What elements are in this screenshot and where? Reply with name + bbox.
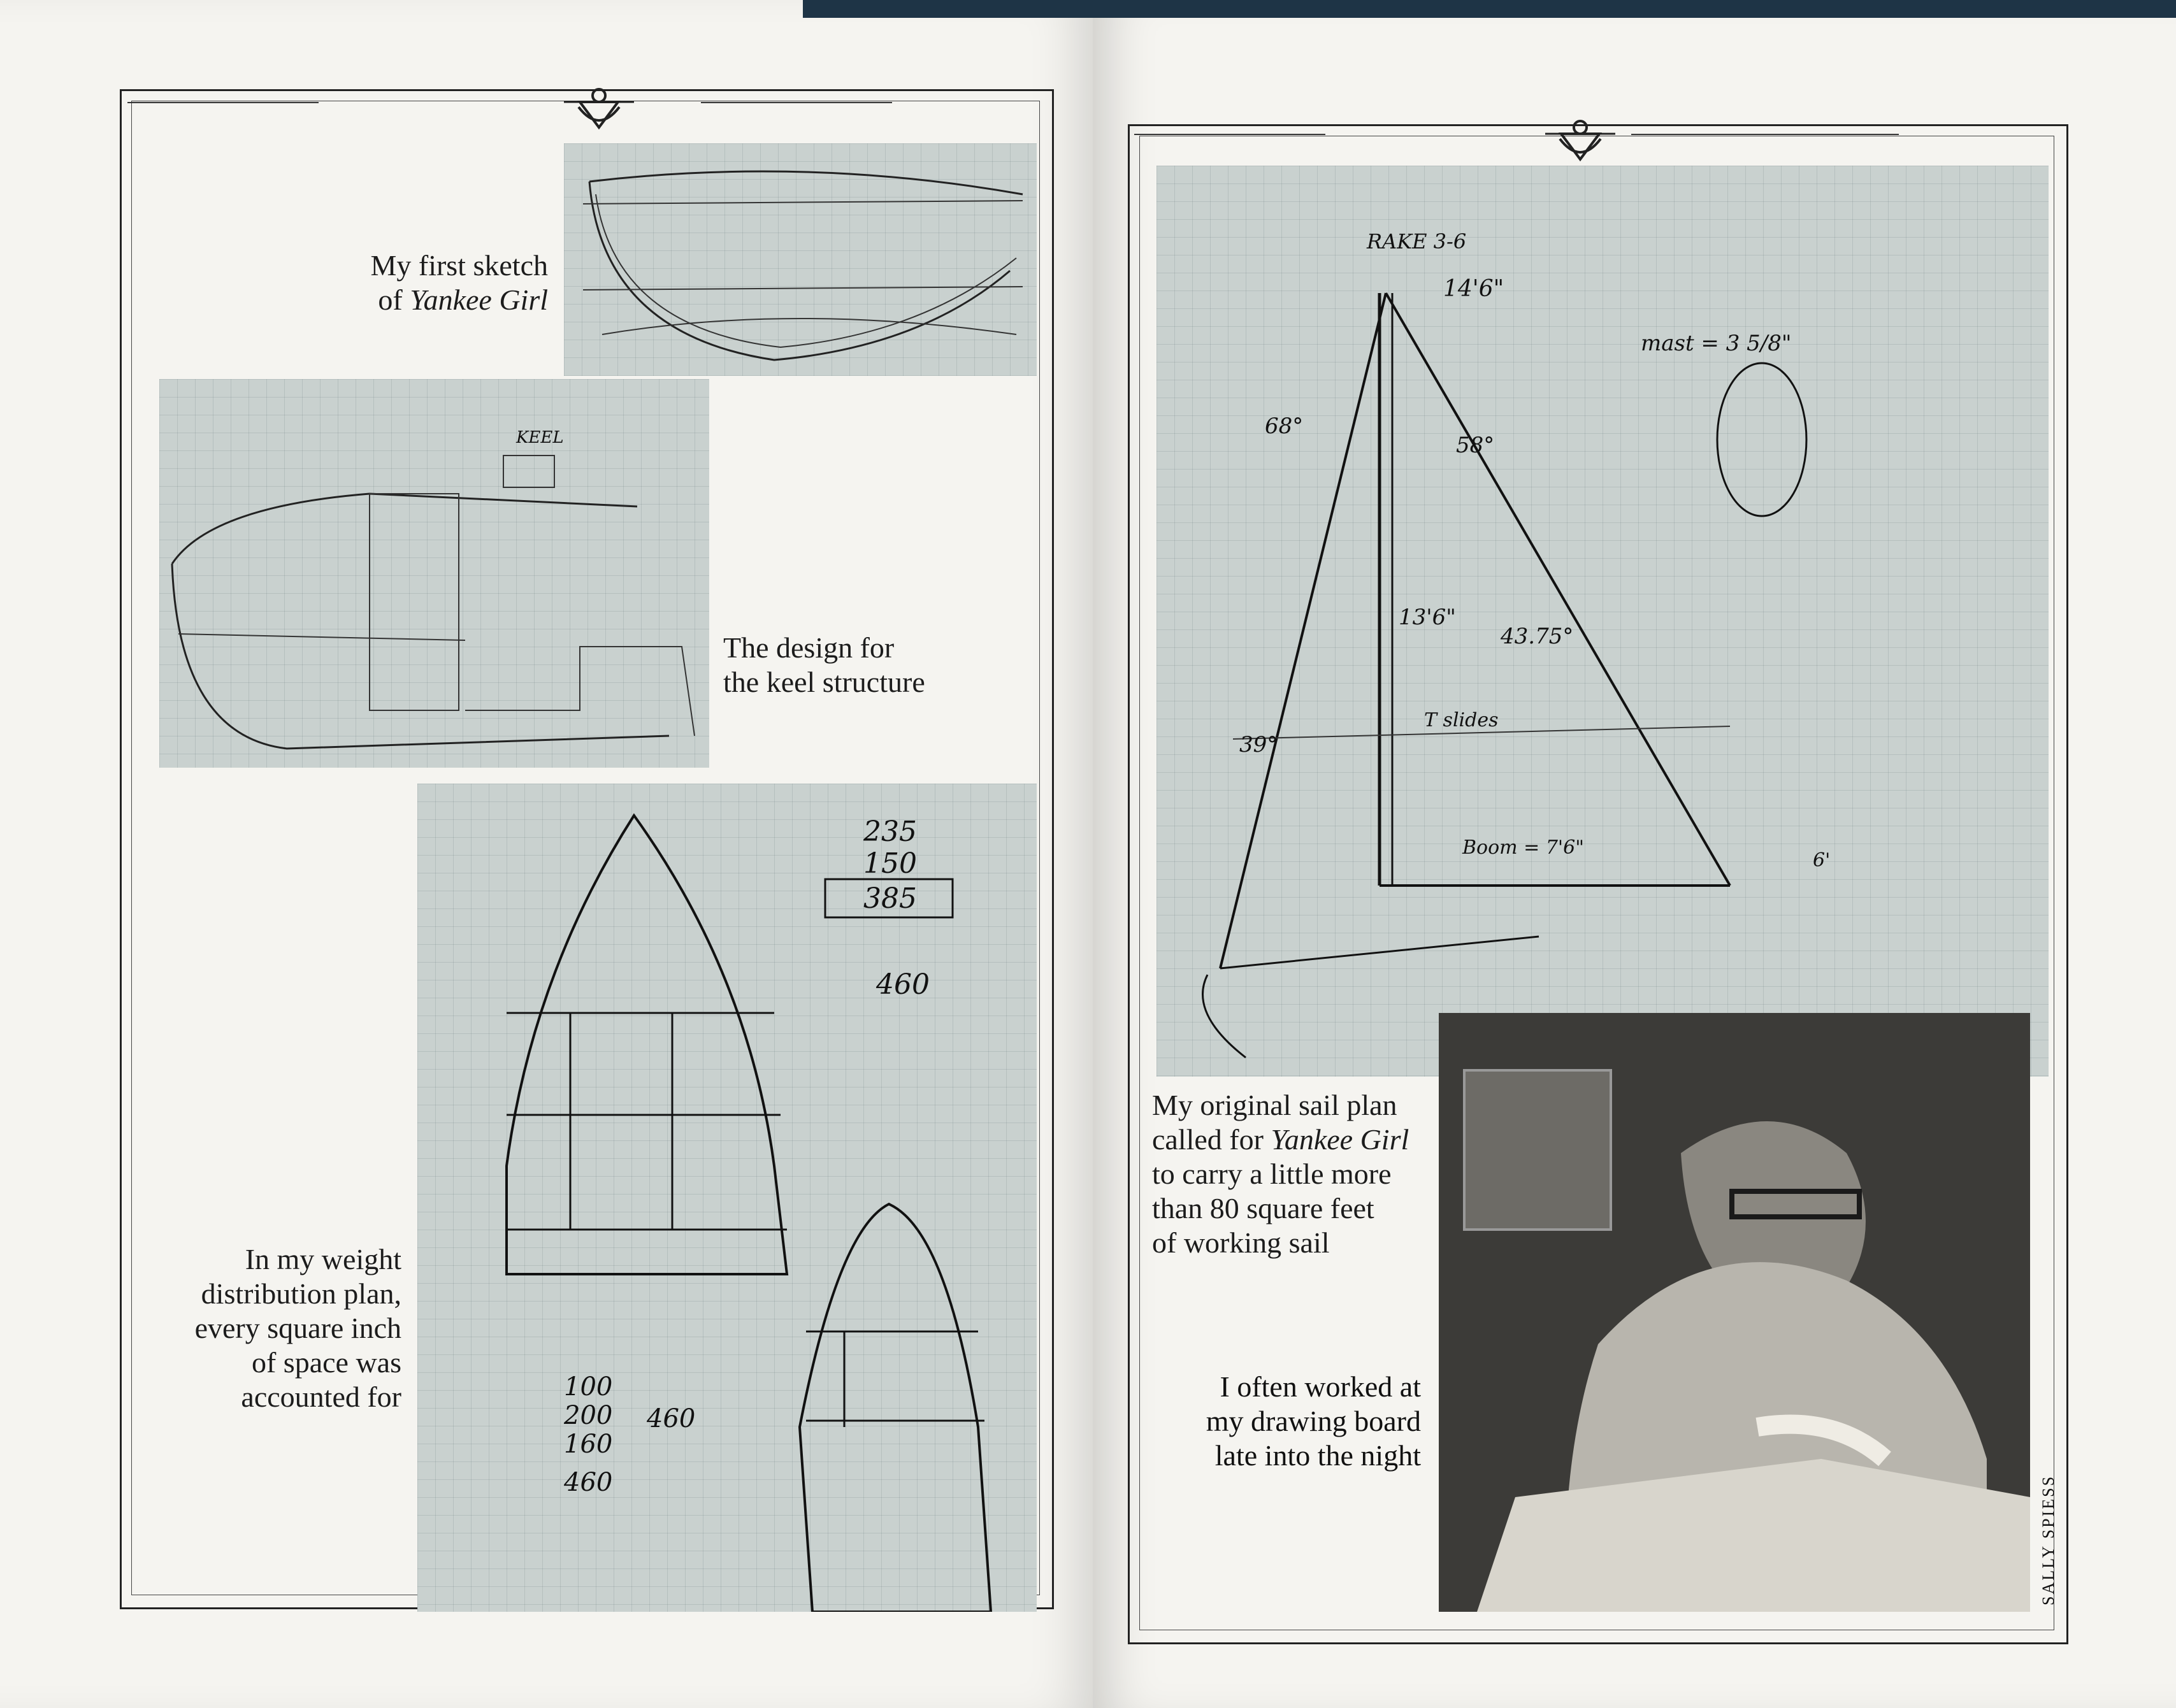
caption-first-sketch-of: of [378, 283, 410, 316]
right-top-rule-left [1134, 134, 1325, 135]
sail-t-slides: T slides [1424, 709, 1499, 731]
caption-keel [723, 631, 1004, 700]
caption-keel-line1: The design for [723, 631, 895, 664]
caption-weight-line5: accounted for [241, 1381, 401, 1413]
caption-weight-line2: distribution plan, [201, 1277, 401, 1310]
sail-43-75: 43.75° [1501, 624, 1574, 649]
caption-night-line1: I often worked at [1220, 1370, 1421, 1403]
right-top-rule-right [1631, 134, 1899, 135]
caption-night-line3: late into the night [1214, 1439, 1421, 1472]
sail-plan-drawing [1156, 166, 2049, 1077]
caption-weight-line1: In my weight [245, 1243, 401, 1275]
hull-sketch-drawing [564, 143, 1037, 376]
keel-sketch-drawing [159, 379, 709, 768]
sail-14-6: 14'6" [1443, 276, 1504, 302]
keel-label: KEEL [516, 428, 564, 447]
weight-sum-460: 460 [564, 1468, 613, 1497]
caption-sail-line3: to carry a little more [1152, 1158, 1392, 1190]
weight-sum-100: 100 [564, 1372, 613, 1402]
weight-number-235: 235 [863, 815, 917, 848]
drawing-board-photo [1439, 1013, 2030, 1612]
weight-plan-drawing [417, 784, 1037, 1612]
weight-plan-photo [417, 784, 1037, 1612]
caption-first-sketch [306, 248, 548, 317]
weight-total-460: 460 [647, 1404, 696, 1433]
left-top-rule-right [701, 102, 892, 103]
sail-68deg: 68° [1265, 413, 1304, 439]
keel-design-photo [159, 379, 709, 768]
cover-edge [803, 0, 2176, 18]
caption-boat-name: Yankee Girl [410, 283, 548, 316]
sail-track-slides: Boom = 7'6" [1462, 836, 1585, 859]
caption-sail-line2 [1152, 1123, 1439, 1157]
sail-boom: 6' [1813, 849, 1831, 872]
sail-plan-photo [1156, 166, 2049, 1077]
caption-sail-plan [1152, 1088, 1439, 1260]
weight-number-150: 150 [863, 847, 917, 880]
sail-mast-size: mast = 3 5/8" [1641, 331, 1792, 356]
weight-sum-160: 160 [564, 1430, 613, 1459]
caption-sail-line5: of working sail [1152, 1226, 1330, 1259]
sextant-icon [561, 76, 637, 134]
drawing-board-scene [1439, 1013, 2030, 1612]
caption-sail-line4: than 80 square feet [1152, 1192, 1374, 1224]
weight-number-385: 385 [863, 882, 917, 915]
caption-drawing-board [1153, 1370, 1421, 1473]
caption-sail-called-for: called for [1152, 1123, 1271, 1156]
caption-weight-line4: of space was [251, 1346, 401, 1379]
first-sketch-photo [564, 143, 1037, 376]
sail-13-6: 13'6" [1399, 605, 1456, 630]
weight-number-460: 460 [876, 968, 930, 1001]
photo-credit: SALLY SPIESS [2039, 1474, 2057, 1605]
caption-sail-boat-name: Yankee Girl [1271, 1123, 1409, 1156]
left-top-rule-left [127, 102, 319, 103]
caption-weight-line3: every square inch [194, 1312, 401, 1344]
caption-keel-line2: the keel structure [723, 666, 925, 698]
caption-first-sketch-line2 [306, 283, 548, 317]
caption-night-line2: my drawing board [1206, 1405, 1421, 1437]
sail-58deg: 58° [1456, 433, 1495, 458]
sail-rake: RAKE 3-6 [1367, 229, 1467, 254]
sextant-icon [1542, 108, 1618, 166]
caption-sail-line1: My original sail plan [1152, 1089, 1397, 1121]
caption-first-sketch-line1: My first sketch [370, 249, 548, 282]
weight-sum-200: 200 [564, 1401, 613, 1430]
caption-weight [147, 1242, 401, 1414]
sail-39deg: 39° [1239, 732, 1278, 757]
